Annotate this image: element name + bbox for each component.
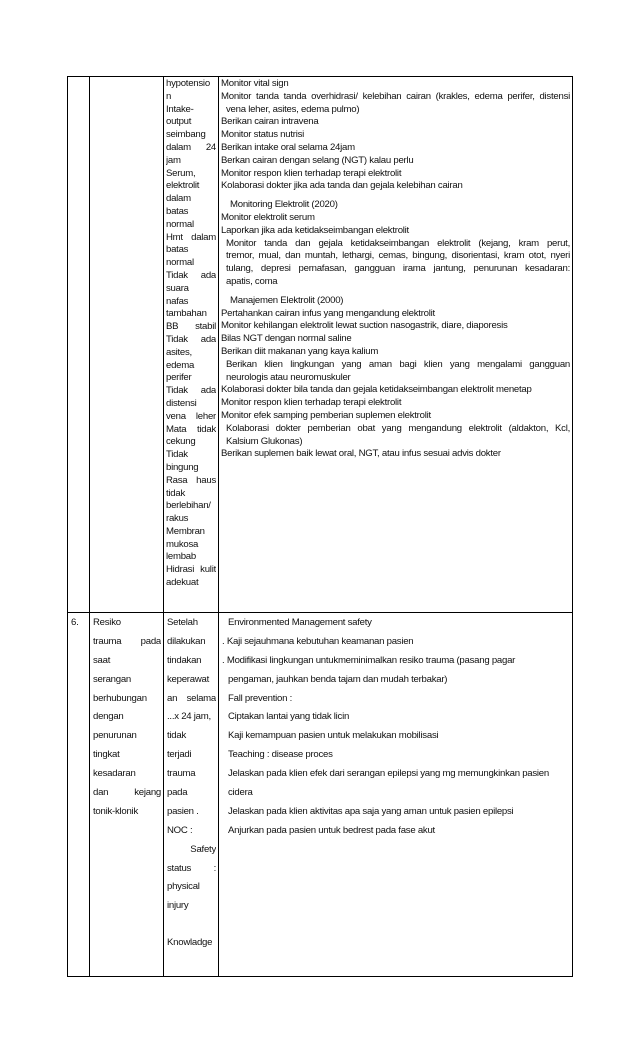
noc-line: adekuat <box>166 577 199 589</box>
goal-line: terjadi <box>167 749 192 761</box>
noc-line: Intake- <box>166 103 194 115</box>
diagnosis-cell <box>90 77 164 613</box>
nic-line: Monitor tanda dan gejala ketidakseimbangan elektrolit (kejang, kram perut, <box>226 237 570 249</box>
noc-line: output <box>166 116 192 128</box>
noc-line: Rasa haus <box>166 474 216 486</box>
noc-line: jam <box>166 154 181 166</box>
intervention-line: Fall prevention : <box>228 692 293 704</box>
goal-line: status : <box>167 862 216 874</box>
nic-line: Berikan cairan intravena <box>221 116 319 128</box>
noc-line: normal <box>166 218 194 230</box>
nic-line: Monitor elektrolit serum <box>221 211 315 223</box>
nic-line: Berikan suplemen baik lewat oral, NGT, atau infus sesuai advis dokter <box>221 448 501 460</box>
noc-line: dalam 24 <box>166 141 216 153</box>
nic-intervention-list <box>219 77 572 461</box>
intervention-list <box>219 613 572 844</box>
noc-line: Serum, <box>166 167 196 179</box>
goal-criteria-text <box>164 613 218 956</box>
noc-line: Mata tidak <box>166 423 216 435</box>
diagnosis-line: trauma pada <box>93 635 161 647</box>
nic-line: Berikan intake oral selama 24jam <box>221 141 355 153</box>
diagnosis-line: Resiko <box>93 617 121 628</box>
intervention-cell <box>219 613 573 977</box>
diagnosis-line: kesadaran <box>93 768 136 780</box>
nic-line: Monitor vital sign <box>221 78 289 89</box>
intervention-line: . Kaji sejauhmana kebutuhan keamanan pasien <box>222 635 414 647</box>
diagnosis-line: penurunan <box>93 730 137 742</box>
nic-cell <box>219 77 573 613</box>
noc-line: batas <box>166 244 189 256</box>
nic-line: Kolaborasi dokter bila tanda dan gejala ketidakseimbangan elektrolit menetap <box>221 384 532 396</box>
goal-line: tindakan <box>167 654 202 666</box>
care-plan-page <box>67 76 573 977</box>
noc-line: BB stabil <box>166 321 216 333</box>
noc-line: Tidak ada <box>166 269 216 281</box>
goal-line: trauma <box>167 768 196 780</box>
intervention-line: Ciptakan lantai yang tidak licin <box>228 711 350 723</box>
nic-line: Monitor status nutrisi <box>221 129 305 141</box>
nic-line: Manajemen Elektrolit (2000) <box>230 294 344 306</box>
nic-line: Monitor respon klien terhadap terapi elektrolit <box>221 167 402 179</box>
noc-line: Tidak ada <box>166 333 216 345</box>
goal-line: an selama <box>167 692 216 704</box>
noc-line: lembab <box>166 551 196 563</box>
intervention-line: Jelaskan pada klien aktivitas apa saja yang aman untuk pasien epilepsi <box>228 805 514 817</box>
nic-line: Monitor tanda tanda overhidrasi/ kelebihan cairan (krakles, edema perifer, distensi <box>221 90 570 102</box>
intervention-line: Kaji kemampuan pasien untuk melakukan mobilisasi <box>228 730 439 742</box>
noc-line: nafas <box>166 295 189 307</box>
noc-line: mukosa <box>166 538 199 550</box>
nic-line: Bilas NGT dengan normal saline <box>221 333 352 345</box>
noc-line: vena leher <box>166 410 216 422</box>
goal-line: NOC : <box>167 824 193 836</box>
nic-line: tremor, mual, dan muntah, lethargi, cemas, bingung, disorientasi, kram otot, nyeri <box>226 250 570 262</box>
noc-line: bingung <box>166 461 199 473</box>
noc-line: seimbang <box>166 129 206 141</box>
noc-line: distensi <box>166 397 197 409</box>
noc-line: dalam <box>166 193 191 205</box>
goal-line: keperawat <box>167 673 210 685</box>
noc-line: suara <box>166 282 189 294</box>
noc-line: asites, <box>166 346 192 358</box>
nic-line: Monitor kehilangan elektrolit lewat suction nasogastrik, diare, diaporesis <box>221 320 508 332</box>
noc-line: cekung <box>166 436 196 448</box>
noc-line: rakus <box>166 513 189 525</box>
nic-line: vena leher, asites, edema pulmo) <box>226 103 360 115</box>
goal-line: Safety <box>190 843 216 855</box>
goal-line: injury <box>167 900 189 912</box>
noc-line: n <box>166 90 172 102</box>
goal-line: pasien . <box>167 805 199 817</box>
nic-line: Berikan klien lingkungan yang aman bagi klien yang mengalami gangguan <box>226 358 570 370</box>
nic-line: Kalsium Glukonas) <box>226 435 303 447</box>
intervention-line: Teaching : disease proces <box>228 749 333 761</box>
nic-line: Monitor respon klien terhadap terapi elektrolit <box>221 397 402 409</box>
table-row-continued <box>68 77 573 613</box>
goal-line: pada <box>167 787 188 799</box>
nic-line: Kolaborasi dokter jika ada tanda dan gejala kelebihan cairan <box>221 180 463 192</box>
noc-line: elektrolit <box>166 180 200 192</box>
noc-line: hypotensio <box>166 78 210 89</box>
goal-line: dilakukan <box>167 635 206 647</box>
noc-line: edema <box>166 359 195 371</box>
goal-line: Setelah <box>167 617 198 628</box>
goal-line: tidak <box>167 730 187 742</box>
diagnosis-line: serangan <box>93 673 132 685</box>
noc-line: tambahan <box>166 308 207 320</box>
nic-line: neurologis atau neuromuskuler <box>226 371 351 383</box>
diagnosis-line: tingkat <box>93 749 120 761</box>
noc-line: berlebihan/ <box>166 500 211 512</box>
goal-cell <box>164 613 219 977</box>
goal-line: physical <box>167 881 200 893</box>
noc-line: Tidak ada <box>166 385 216 397</box>
noc-line: Membran <box>166 525 205 537</box>
diagnosis-cell <box>90 613 164 977</box>
nic-line: Kolaborasi dokter pemberian obat yang mengandung elektrolit (aldakton, Kcl, <box>226 422 570 434</box>
noc-line: Hidrasi kulit <box>166 564 216 576</box>
nursing-care-plan-table <box>67 76 573 977</box>
intervention-line: . Modifikasi lingkungan untukmeminimalkan resiko trauma (pasang pagar <box>222 654 516 666</box>
nic-line: Berikan diit makanan yang kaya kalium <box>221 345 379 357</box>
table-row-6 <box>68 613 573 977</box>
diagnosis-text <box>90 613 163 825</box>
nic-line: Laporkan jika ada ketidakseimbangan elektrolit <box>221 224 409 236</box>
noc-outcome-list <box>164 77 218 590</box>
intervention-line: Anjurkan pada pasien untuk bedrest pada fase akut <box>228 824 435 836</box>
noc-line: Hmt dalam <box>166 231 216 243</box>
nic-line: Monitoring Elektrolit (2020) <box>230 199 338 211</box>
intervention-line: pengaman, jauhkan benda tajam dan mudah terbakar) <box>228 673 448 685</box>
nic-line: Pertahankan cairan infus yang mengandung elektrolit <box>221 307 435 319</box>
diagnosis-line: berhubungan <box>93 692 147 704</box>
nic-line: Monitor efek samping pemberian suplemen elektrolit <box>221 409 431 421</box>
diagnosis-line: saat <box>93 654 111 666</box>
goal-line: Knowladge <box>167 937 213 949</box>
nic-line: apatis, coma <box>226 275 278 287</box>
diagnosis-line: dan kejang <box>93 787 161 799</box>
number-cell <box>68 613 90 977</box>
diagnosis-line: tonik-klonik <box>93 805 138 817</box>
row-number: 6. <box>71 617 79 628</box>
noc-line: normal <box>166 257 194 269</box>
number-cell <box>68 77 90 613</box>
goal-spacer <box>167 919 216 937</box>
noc-cell <box>164 77 219 613</box>
goal-line: ...x 24 jam, <box>167 711 211 723</box>
nic-line: tulang, depresi pernafasan, gangguan irama jantung, penurunan kesadaran: <box>226 263 570 275</box>
noc-line: tidak <box>166 487 186 499</box>
intervention-line: Environmented Management safety <box>228 617 372 628</box>
intervention-line: Jelaskan pada klien efek dari serangan epilepsi yang mg memungkinkan pasien <box>228 768 549 780</box>
noc-line: Tidak <box>166 449 188 461</box>
nic-line: Berkan cairan dengan selang (NGT) kalau perlu <box>221 154 414 166</box>
noc-line: perifer <box>166 372 192 384</box>
noc-line: batas <box>166 205 189 217</box>
intervention-line: cidera <box>228 787 253 799</box>
diagnosis-line: dengan <box>93 711 124 723</box>
